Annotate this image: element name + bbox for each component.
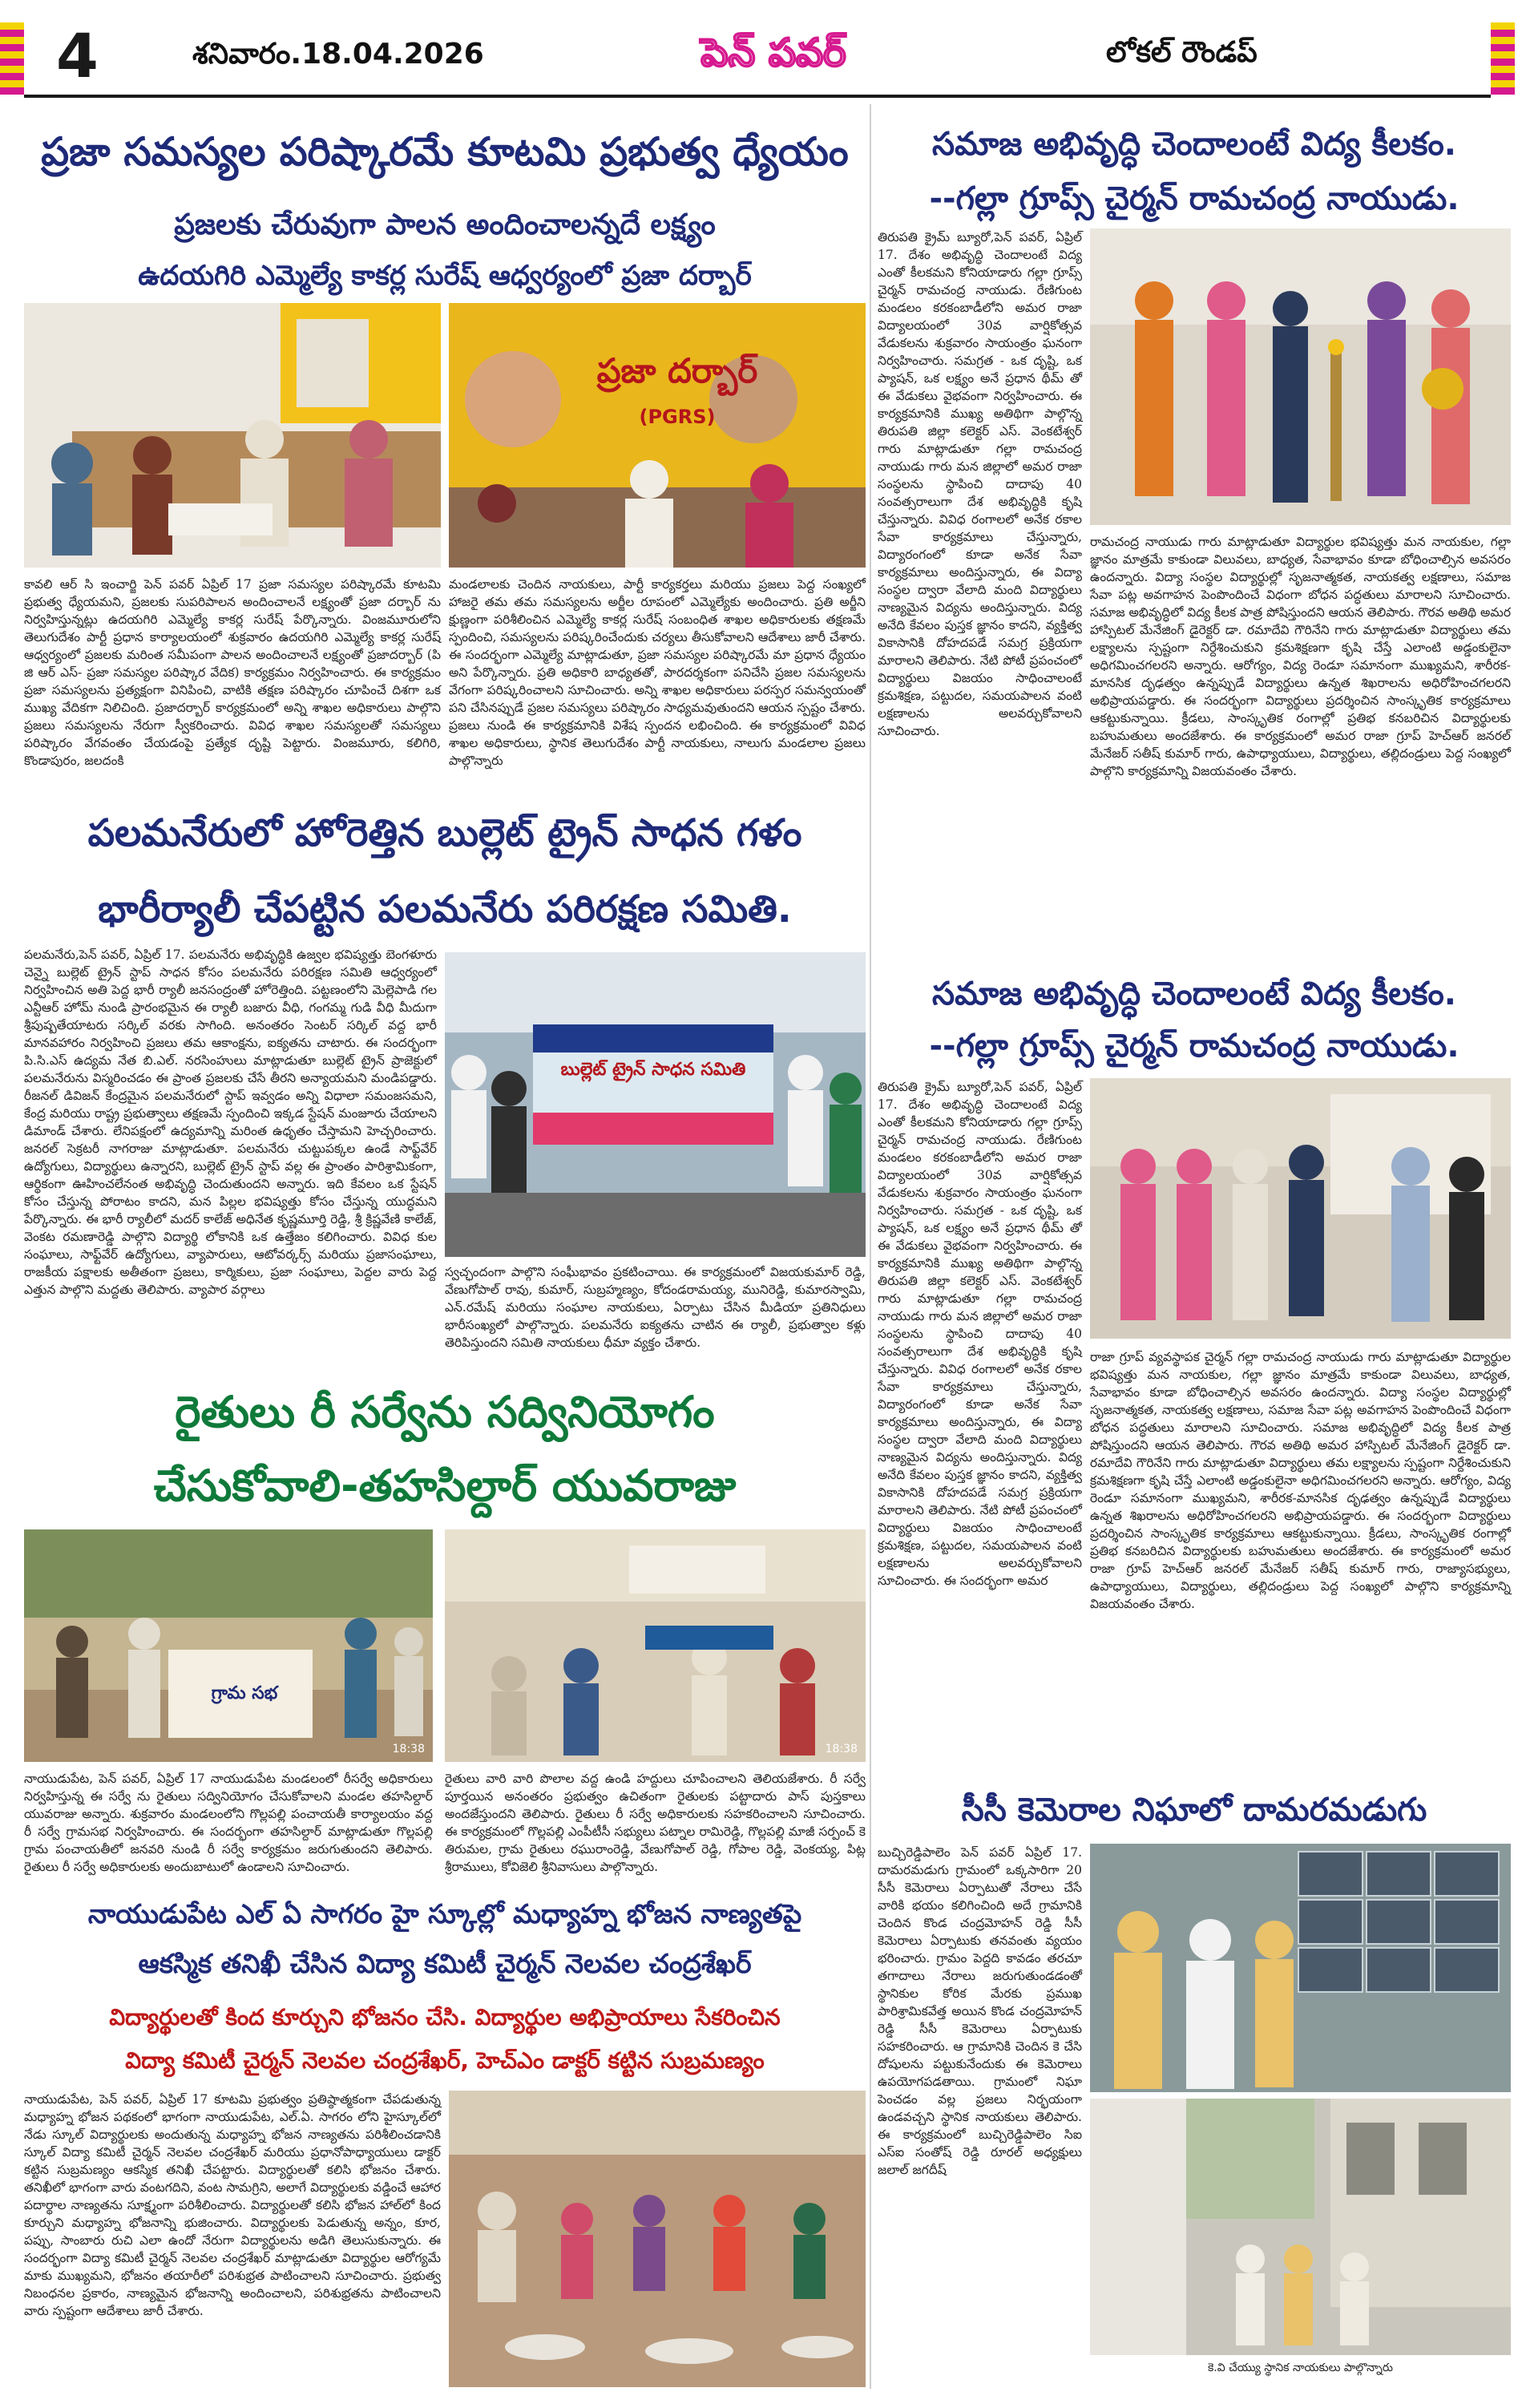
story1-body-left: కావలి ఆర్ సి ఇంచార్జి పెన్ పవర్ ఏప్రిల్ 17 ప్రజా సమస్యల పరిష్కారమే కూటమి ప్రభుత్వ ధ్యేయమని, ప్రజలకు సుపరిపాలన అందించాలనే లక్ష్యంతో ప్రజా దర్బార్ ను నిర్వహిస్తున్నట్లు ఉదయగిరి ఎమ్మెల్యే కాకర్ల సురేష్ పేర్కొన్నారు. వింజమూరులోని తెలుగుదేశం పార్టీ ప్రధాన కార్యాలయంలో శుక్రవారం ఉదయగిరి ఎమ్మెల్యే కాకర్ల సురేష్ ఆధ్వర్యంలో ప్రజలకు మరింత సమీపంగా పాలన అందించాలనే లక్ష్యంతో ప్రజాదర్బార్ (పి జి ఆర్ ఎస్- ప్రజా సమస్యల పరిష్కార వేదిక) కార్యక్రమం నిర్వహించారు. ఈ కార్యక్రమం ప్రజా సమస్యలను ప్రత్యక్షంగా వినిపించి, వాటికి తక్షణ పరిష్కారం చూపించే దిశగా ఒక ముఖ్య వేదికగా నిలిచింది. ప్రజాదర్బార్ కార్యక్రమంలో అన్ని శాఖల అధికారులు పాల్గొని ప్రజలు సమస్యలను నేరుగా స్వీకరించారు. వివిధ శాఖల సమస్యలతో సమస్యలు పరిష్కారం వేగవంతం చేయడంపై ప్రత్యేక దృష్టి పెట్టారు. వింజమూరు, కలిగిరి, కొండాపురం, జలదంకి — [24, 577, 441, 768]
section-title: లోకల్ రౌండప్ — [1106, 36, 1258, 69]
right2-body-side: తిరుపతి క్రైమ్ బ్యూరో,పెన్ పవర్, ఏప్రిల్ 17. దేశం అభివృద్ధి చెందాలంటే విద్య ఎంతో కీలకమని కోనియాడారు గల్లా గ్రూప్స్ చైర్మన్ రామచంద్ర నాయుడు. రేణిగుంట మండలం కరకంబాడీలోని అమర రాజా విద్యాలయంలో 30వ వార్షికోత్సవ వేడుకలను శుక్రవారం సాయంత్రం ఘనంగా నిర్వహించారు. సమగ్రత - ఒక దృష్టి, ఒక ప్యాషన్, ఒక లక్ష్యం అనే ప్రధాన థీమ్ తో ఈ వేడుకలు వైభవంగా నిర్వహించారు. ఈ కార్యక్రమానికి ముఖ్య అతిథిగా పాల్గొన్న తిరుపతి జిల్లా కలెక్టర్ ఎస్. వెంకటేశ్వర్ గారు మాట్లాడుతూ గల్లా రామచంద్ర నాయుడు గారు మన జిల్లాలో అమర రాజా సంస్థలను స్థాపించి దాదాపు 40 సంవత్సరాలుగా దేశ అభివృద్ధికి కృషి చేస్తున్నారు. వివిధ రంగాలలో అనేక రకాల సేవా కార్యక్రమాలు చేస్తున్నారు, విద్యారంగంలో కూడా అనేక సేవా కార్యక్రమాలు అందిస్తున్నారు, ఈ విద్యా సంస్థల ద్వారా వేలాది మంది విద్యార్థులు నాణ్యమైన విద్యను అందిస్తున్నారు. విద్య అనేది కేవలం పుస్తక జ్ఞానం కాదని, వ్యక్తిత్వ వికాసానికి దోహదపడే సమగ్ర ప్రక్రియగా మారాలని తెలిపారు. నేటి పోటీ ప్రపంచంలో విద్యార్థులు విజయం సాధించాలంటే క్రమశిక్షణ, పట్టుదల, సమయపాలన వంటి లక్షణాలను అలవర్చుకోవాలని సూచించారు. ఈ సందర్భంగా అమర — [878, 1080, 1082, 1588]
story2-banner-text: బుల్లెట్ ట్రైన్ సాధన సమితి — [560, 1060, 746, 1080]
right1-body-full: రామచంద్ర నాయుడు గారు మాట్లాడుతూ విద్యార్థుల భవిష్యత్తు మన నాయకుల, గల్లా జ్ఞానం మాత్రమే కాకుండా విలువలు, బాధ్యత, సేవాభావం కూడా బోధించాల్సిన అవసరం ఉందన్నారు. విద్యా సంస్థల విద్యార్థుల్లో సృజనాత్మకత, నాయకత్వ లక్షణాలు, సమాజ సేవా పట్ల అవగాహన పెంపొందించే విధంగా బోధన పద్ధతులు మారాలని సూచించారు. సమాజ అభివృద్ధిలో విద్య కీలక పాత్ర పోషిస్తుందని ఆయన తెలిపారు. గౌరవ అతిథి అమర హాస్పిటల్ మేనేజింగ్ డైరెక్టర్ డా. రమాదేవి గౌరినేని గారు మాట్లాడుతూ విద్యార్థులు తమ లక్ష్యాలను స్పష్టంగా నిర్దేశించుకుని క్రమశిక్షణగా కృషి చేస్తే ఎలాంటి అడ్డంకులైనా అధిగమించగలరని అన్నారు. ఆరోగ్యం, విద్య రెండూ సమానంగా ముఖ్యమని, శారీరక-మానసిక దృఢత్వం ఉన్నప్పుడే విద్యార్థులు ఉన్నత శిఖరాలను అధిరోహించగలరని అభిప్రాయపడ్డారు. ఈ సందర్భంగా విద్యార్థులు ప్రదర్శించిన సాంస్కృతిక కార్యక్రమాలు ఆకట్టుకున్నాయి. క్రీడలు, సాంస్కృతిక రంగాల్లో ప్రతిభ కనబరిచిన విద్యార్థులకు బహుమతులు అందజేశారు. ఈ కార్యక్రమంలో అమర రాజా గ్రూప్ హెచ్ఆర్ జనరల్ మేనేజర్ సతీష్ కుమార్ గారు, ఉపాధ్యాయులు, విద్యార్థులు, తల్లిదండ్రులు పెద్ద సంఖ్యలో పాల్గొని కార్యక్రమాన్ని విజయవంతం చేశారు. — [1090, 535, 1512, 778]
story4-headline: నాయుడుపేట ఎల్ ఏ సాగరం హై స్కూల్లో మధ్యాహ్న భోజన నాణ్యతపై — [87, 1898, 802, 1929]
story3-photo-1-timestamp: 18:38 — [392, 1743, 425, 1755]
left-color-stripe — [0, 22, 24, 95]
story3-banner-text: గ్రామ సభ — [211, 1683, 278, 1703]
right3-body: బుచ్చిరెడ్డిపాలెం పెన్ పవర్ ఏప్రిల్ 17. దామరమడుగు గ్రామంలో ఒక్కసారిగా 20 సీసీ కెమెరాలు ఏర్పాటుతో నేరాలు చేసే వారికి భయం కలిగించింది అదే గ్రామానికి చెందిన కొండ చంద్రమోహన్ రెడ్డి సీసీ కెమెరాలు ఏర్పాటుకు తనవంతు వ్యయం భరించారు. గ్రామం పెద్దది కావడం తరచూ తగాదాలు నేరాలు జరుగుతుండడంతో స్థానికుల కోరిక మేరకు ప్రముఖ పారిశ్రామికవేత్త అయిన కొండ చంద్రమోహన్ రెడ్డి సీసీ కెమెరాలు ఏర్పాటుకు సహకరించారు. ఆ గ్రామానికి చెందిన కె చేసి దోషులను పట్టుకునేందుకు ఈ కెమెరాలు ఉపయోగపడతాయి. గ్రామంలో నిఘా పెంచడం వల్ల ప్రజలు నిర్భయంగా ఉండవచ్చని స్థానిక నాయకులు తెలిపారు. ఈ కార్యక్రమంలో బుచ్చిరెడ్డిపాలెం సిఐ ఎస్ఐ సంతోష్ రెడ్డి రూరల్ అధ్యక్షులు జలాల్ జగదీష్ — [878, 1845, 1082, 2177]
story3-headline-2: చేసుకోవాలి-తహసిల్దార్ యువరాజు — [153, 1461, 737, 1511]
issue-date: శనివారం.18.04.2026 — [192, 38, 484, 71]
story4-body: నాయుడుపేట, పెన్ పవర్, ఏప్రిల్ 17 కూటమి ప్రభుత్వం ప్రతిష్ఠాత్మకంగా చేపడుతున్న మధ్యాహ్న భోజన పథకంలో భాగంగా నాయుడుపేట, ఎల్.ఏ. సాగరం లోని హైస్కూల్‌లో నేడు స్కూల్ విద్యార్థులకు అందుతున్న మధ్యాహ్న భోజన నాణ్యతను పరిశీలించడానికి స్కూల్ విద్యా కమిటీ చైర్మన్ నెలవల చంద్రశేఖర్ మరియు ప్రధానోపాధ్యాయులు డాక్టర్ కట్టిన సుబ్రమణ్యం ఆకస్మిక తనిఖీ చేపట్టారు. విద్యార్థులతో కలిసి భోజనం చేశారు. తనిఖీలో భాగంగా వారు వంటగదిని, వంట సామగ్రిని, అలాగే విద్యార్థులకు వడ్డించే ఆహార పదార్థాల నాణ్యతను సూక్ష్మంగా పరిశీలించారు. విద్యార్థులతో కలిసి భోజన హాల్‌లో కింద కూర్చుని మధ్యాహ్న భోజనాన్ని భుజించారు. విద్యార్థులకు పెడుతున్న అన్నం, కూర, పప్పు, సాంబారు రుచి ఎలా ఉందో నేరుగా విద్యార్థులను అడిగి తెలుసుకున్నారు. ఈ సందర్భంగా విద్యా కమిటీ చైర్మన్ నెలవల చంద్రశేఖర్ మాట్లాడుతూ విద్యార్థుల ఆరోగ్యమే మాకు ముఖ్యమని, భోజనం తయారీలో పరిశుభ్రత పాటించాలని సూచించారు. ప్రభుత్వ నిబంధనల ప్రకారం, నాణ్యమైన భోజనాన్ని అందించాలని, పరిశుభ్రతను పాటించాలని వారు స్పష్టంగా ఆదేశాలు జారీ చేశారు. — [24, 2092, 441, 2318]
story3-body-right: రైతులు వారి వారి పొలాల వద్ద ఉండి హద్దులు చూపించాలని తెలియజేశారు. రీ సర్వే పూర్తయిన అనంతరం ప్రభుత్వం ఉచితంగా రైతులకు పట్టాదారు పాస్ పుస్తకాలు అందజేస్తుందని తెలిపారు. రైతులు రీ సర్వే అధికారులకు సహకరించాలని సూచించారు. ఈ కార్యక్రమంలో గొల్లపల్లి ఎంపీటీసీ సభ్యులు పట్నాల రామిరెడ్డి, గొల్లపల్లి మాజీ సర్పంచ్ కె తిరుమల, గ్రామ రైతులు రఘురాంరెడ్డి, వేణుగోపాల్ రెడ్డి, గోపాల రెడ్డి, వెంకయ్య, పిట్ల శ్రీరాములు, కోవిజెలి శ్రీనివాసులు పాల్గొన్నారు. — [445, 1772, 866, 1874]
story4-subheadline: విద్యార్థులతో కింద కూర్చుని భోజనం చేసి. విద్యార్థుల అభిప్రాయాలు సేకరించిన — [109, 2004, 781, 2030]
story2-subheadline: భారీర్యాలీ చేపట్టిన పలమనేరు పరిరక్షణ సమితి. — [98, 887, 792, 931]
right3-photo-2 — [1090, 2099, 1511, 2355]
right3-photo-1 — [1090, 1844, 1511, 2092]
story3-photo-2 — [445, 1529, 866, 1762]
header-rule — [24, 95, 1491, 98]
story4-subheadline-2: విద్యా కమిటీ చైర్మన్ నెలవల చంద్రశేఖర్, హెచ్‌ఎం డాక్టర్ కట్టిన సుబ్రమణ్యం — [125, 2047, 765, 2074]
story2-photo — [445, 952, 866, 1257]
right1-subheadline: --గల్లా గ్రూప్స్ చైర్మన్ రామచంద్ర నాయుడు. — [929, 180, 1459, 217]
story2-body: పలమనేరు,పెన్ పవర్, ఏప్రిల్ 17. పలమనేరు అభివృద్ధికి ఉజ్వల భవిష్యత్తు బెంగళూరు చెన్నై బుల్లెట్ ట్రైన్ స్టాప్ సాధన కోసం పలమనేరు పరిరక్షణ సమితి ఆధ్వర్యంలో నిర్వహించిన అతి పెద్ద భారీ ర్యాలీ జనసంద్రంతో హోరెత్తింది. పట్టణంలోని మెల్లెపాడి గల ఎన్టీఆర్ హోమ్ నుండి ప్రారంభమైన ఈ ర్యాలీ బజారు వీధి, గంగమ్మ గుడి వీధి మీదుగా శ్రీపుష్పతేయాటరు సర్కిల్ వరకు సాగింది. అనంతరం సెంటర్ సర్కిల్ వద్ద భారీ మానవహారం నిర్వహించి ప్రజలు తమ ఆకాంక్షను, ఐక్యతను చాటారు. ఈ సందర్భంగా పి.సి.ఎస్ ఉద్యమ నేత బి.ఎల్. నరసింహులు మాట్లాడుతూ బుల్లెట్ ట్రైన్ ప్రాజెక్టులో పలమనేరును విస్మరించడం ఈ ప్రాంత ప్రజలకు చేసే తీరని అన్యాయమని మండిపడ్డారు. రీజనల్ డివిజన్ కేంద్రమైన పలమనేరులో స్టాప్ ఇవ్వడం అన్ని విధాలా సమంజసమని, కేంద్ర మరియు రాష్ట్ర ప్రభుత్వాలు తక్షణమే స్పందించి ఇక్కడ స్టేషన్ మంజూరు చేయాలని డిమాండ్ చేశారు. లేనిపక్షంలో ఉద్యమాన్ని మరింత ఉధృతం చేస్తామని హెచ్చరించారు. జనరల్ సెక్రటరీ నాగరాజు మాట్లాడుతూ. పలమనేరు చుట్టుపక్కల ఉండే సాఫ్ట్‌వేర్ ఉద్యోగులు, విద్యార్థులు ఉన్నారని, బుల్లెట్ ట్రైన్ స్టాప్ వల్ల ఈ ప్రాంతం పారిశ్రామికంగా, ఆర్థికంగా ఊహించలేనంత అభివృద్ధి చెందుతుందని అన్నారు. ఇది కేవలం ఒక స్టేషన్ కోసం చేస్తున్న పోరాటం కాదని, మన పిల్లల భవిష్యత్తు కోసం చేస్తున్న యుద్ధమని పేర్కొన్నారు. ఈ భారీ ర్యాలీలో మదర్ కాలేజ్ అధినేత కృష్ణమూర్తి రెడ్డి, శ్రీ క్రిష్ణవేణి కాలేజ్, వెంకట రమణారెడ్డి పాల్గొని విద్యార్థి లోకానికి ఒక ఉత్తేజం కలిగించారు. వివిధ కుల సంఘాలు, సాఫ్ట్‌వేర్ ఉద్యోగులు, వ్యాపారులు, ఆటోవర్కర్స్ మరియు ప్రజాసంఘాలు, రాజకీయ పక్షాలకు అతీతంగా ప్రజలు, కార్మికులు, ప్రజా సంఘాలు, పెద్దల వారు పెద్ద ఎత్తున పాల్గొని మద్దతు తెలిపారు. వ్యాపార వర్గాలు — [24, 947, 437, 1297]
right-color-stripe — [1491, 22, 1515, 95]
story1-photo-1 — [24, 303, 441, 568]
story3-body-left: నాయుడుపేట, పెన్ పవర్, ఏప్రిల్ 17 నాయుడుపేట మండలంలో రీసర్వే అధికారులు నిర్వహిస్తున్న ఈ సర్వే ను రైతులు సద్వినియోగం చేసుకోవాలని మండల తహసిల్దార్ యువరాజు అన్నారు. శుక్రవారం మండలంలోని గొల్లపల్లి పంచాయతీ కార్యాలయం వద్ద రీ సర్వే గ్రామసభ నిర్వహించారు. ఈ సందర్భంగా తహసిల్దార్ మాట్లాడుతూ గొల్లపల్లి గ్రామ పంచాయతీలో జనవరి నుండి రీ సర్వే కార్యక్రమం జరుగుతుందని తెలిపారు. రైతులు రీ సర్వే అధికారులకు అందుబాటులో ఉండాలని సూచించారు. — [24, 1772, 433, 1874]
story1-banner-text: ప్రజా దర్బార్ — [596, 351, 758, 390]
right2-subheadline: --గల్లా గ్రూప్స్ చైర్మన్ రామచంద్ర నాయుడు. — [929, 1028, 1459, 1065]
story1-body-right: మండలాలకు చెందిన నాయకులు, పార్టీ కార్యకర్తలు మరియు ప్రజలు పెద్ద సంఖ్యలో హాజరై తమ తమ సమస్యలను అర్జీల రూపంలో ఎమ్మెల్యేకు అందించారు. ప్రతి అర్జీని క్షుణ్ణంగా పరిశీలించిన ఎమ్మెల్యే కాకర్ల సురేష్ సంబంధిత శాఖల అధికారులకు తక్షణమే స్పందించి, సమస్యలను పరిష్కరించేందుకు చర్యలు తీసుకోవాలని ఆదేశాలు జారీ చేశారు. ఈ సందర్భంగా ఎమ్మెల్యే మాట్లాడుతూ, ప్రజా సమస్యల పరిష్కారమే మా ప్రధాన ధ్యేయం అని పేర్కొన్నారు. ప్రతి అధికారి బాధ్యతతో, పారదర్శకంగా పనిచేసి ప్రజల సమస్యలను వేగంగా పరిష్కరించాలని సూచించారు. అన్ని శాఖల అధికారులు పరస్పర సమన్వయంతో పని చేసినప్పుడే ప్రజల సమస్యలు పరిష్కారం సాధ్యమవుతుందని ఆయన స్పష్టం చేశారు. ప్రజలు నుండి ఈ కార్యక్రమానికి విశేష స్పందన లభించింది. ఈ కార్యక్రమంలో వివిధ శాఖల అధికారులు, స్థానిక తెలుగుదేశం పార్టీ నాయకులు, నాలుగు మండలాల ప్రజలు పాల్గొన్నారు — [449, 577, 866, 768]
story2-body-tail: స్వచ్ఛందంగా పాల్గొని సంఘీభావం ప్రకటించాయి. ఈ కార్యక్రమంలో విజయకుమార్ రెడ్డి, వేణుగోపాల్ రావు, కుమార్, సుబ్రహ్మణ్యం, కోదండరామయ్య, మునిరెడ్డి, కుమారస్వామి, ఎన్.రమేష్ మరియు సంఘాల నాయకులు, ఏర్పాటు చేసిన మీడియా ప్రతినిధులు భారీసంఖ్యలో పాల్గొన్నారు. పలమనేరు ఐక్యతను చాటిన ఈ ర్యాలీ, ప్రభుత్వాల కళ్లు తెరిపిస్తుందని సమితి నాయకులు ధీమా వ్యక్తం చేశారు. — [445, 1265, 866, 1350]
right3-headline: సీసీ కెమెరాల నిఘాలో దామరమడుగు — [961, 1792, 1427, 1828]
story1-banner-pgrs: (PGRS) — [639, 406, 716, 428]
story4-photo — [449, 2091, 866, 2387]
right1-photo — [1090, 228, 1511, 525]
story1-headline: ప్రజా సమస్యల పరిష్కారమే కూటమి ప్రభుత్వ ధ్యేయం — [41, 129, 849, 175]
story3-headline: రైతులు రీ సర్వేను సద్వినియోగం — [175, 1387, 715, 1437]
story1-subheadline-2: ఉదయగిరి ఎమ్మెల్యే కాకర్ల సురేష్ ఆధ్వర్యంలో ప్రజా దర్బార్ — [138, 260, 752, 292]
story1-photo-2 — [449, 303, 866, 568]
right1-headline: సమాజ అభివృద్ధి చెందాలంటే విద్య కీలకం. — [931, 126, 1457, 163]
right2-photo — [1090, 1078, 1511, 1339]
story1-subheadline-1: ప్రజలకు చేరువుగా పాలన అందించాలన్నదే లక్ష్యం — [174, 208, 716, 241]
page-number: 4 — [56, 20, 99, 91]
right3-photo-caption: కె.వి చేయ్యు స్థానిక నాయకులు పాల్గొన్నారు — [1208, 2362, 1393, 2374]
masthead-brand: పెన్ పవర్ — [700, 30, 846, 75]
right1-body-side: తిరుపతి క్రైమ్ బ్యూరో,పెన్ పవర్, ఏప్రిల్ 17. దేశం అభివృద్ధి చెందాలంటే విద్య ఎంతో కీలకమని కోనియాడారు గల్లా గ్రూప్స్ చైర్మన్ రామచంద్ర నాయుడు. రేణిగుంట మండలం కరకంబాడీలోని అమర రాజా విద్యాలయంలో 30వ వార్షికోత్సవ వేడుకలను శుక్రవారం సాయంత్రం ఘనంగా నిర్వహించారు. సమగ్రత - ఒక దృష్టి, ఒక ప్యాషన్, ఒక లక్ష్యం అనే ప్రధాన థీమ్ తో ఈ వేడుకలు వైభవంగా నిర్వహించారు. ఈ కార్యక్రమానికి ముఖ్య అతిథిగా పాల్గొన్న తిరుపతి జిల్లా కలెక్టర్ ఎస్. వెంకటేశ్వర్ గారు మాట్లాడుతూ గల్లా రామచంద్ర నాయుడు గారు మన జిల్లాలో అమర రాజా సంస్థలను స్థాపించి దాదాపు 40 సంవత్సరాలుగా దేశ అభివృద్ధికి కృషి చేస్తున్నారు. వివిధ రంగాలలో అనేక రకాల సేవా కార్యక్రమాలు చేస్తున్నారు, విద్యారంగంలో కూడా అనేక సేవా కార్యక్రమాలు అందిస్తున్నారు, ఈ విద్యా సంస్థల ద్వారా వేలాది మంది విద్యార్థులు నాణ్యమైన విద్యను అందిస్తున్నారు. విద్య అనేది కేవలం పుస్తక జ్ఞానం కాదని, వ్యక్తిత్వ వికాసానికి దోహదపడే సమగ్ర ప్రక్రియగా మారాలని తెలిపారు. నేటి పోటీ ప్రపంచంలో విద్యార్థులు విజయం సాధించాలంటే క్రమశిక్షణ, పట్టుదల, సమయపాలన వంటి లక్షణాలను అలవర్చుకోవాలని సూచించారు. — [878, 230, 1082, 738]
story4-headline-2: ఆకస్మిక తనిఖీ చేసిన విద్యా కమిటీ చైర్మన్ నెలవల చంద్రశేఖర్ — [138, 1948, 752, 1979]
right2-headline: సమాజ అభివృద్ధి చెందాలంటే విద్య కీలకం. — [931, 976, 1457, 1012]
column-divider — [870, 104, 871, 2389]
story3-photo-2-timestamp: 18:38 — [825, 1743, 858, 1755]
story2-headline: పలమనేరులో హోరెత్తిన బుల్లెట్ ట్రైన్ సాధన గళం — [87, 811, 802, 855]
right2-body-full: రాజా గ్రూప్ వ్యవస్థాపక చైర్మన్ గల్లా రామచంద్ర నాయుడు గారు మాట్లాడుతూ విద్యార్థుల భవిష్యత్తు మన నాయకుల, గల్లా జ్ఞానం మాత్రమే కాకుండా విలువలు, బాధ్యత, సేవాభావం కూడా బోధించాల్సిన అవసరం ఉందన్నారు. విద్యా సంస్థల విద్యార్థుల్లో సృజనాత్మకత, నాయకత్వ లక్షణాలు, సమాజ సేవా పట్ల అవగాహన పెంపొందించే విధంగా బోధన పద్ధతులు మారాలని సూచించారు. సమాజ అభివృద్ధిలో విద్య కీలక పాత్ర పోషిస్తుందని ఆయన తెలిపారు. గౌరవ అతిథి అమర హాస్పిటల్ మేనేజింగ్ డైరెక్టర్ డా. రమాదేవి గౌరినేని గారు మాట్లాడుతూ విద్యార్థులు తమ లక్ష్యాలను స్పష్టంగా నిర్దేశించుకుని క్రమశిక్షణగా కృషి చేస్తే ఎలాంటి అడ్డంకులైనా అధిగమించగలరని అన్నారు. ఆరోగ్యం, విద్య రెండూ సమానంగా ముఖ్యమని, శారీరక-మానసిక దృఢత్వం ఉన్నప్పుడే విద్యార్థులు ఉన్నత శిఖరాలను అధిరోహించగలరని అభిప్రాయపడ్డారు. ఈ సందర్భంగా విద్యార్థులు ప్రదర్శించిన సాంస్కృతిక కార్యక్రమాలు ఆకట్టుకున్నాయి. క్రీడలు, సాంస్కృతిక రంగాల్లో ప్రతిభ కనబరిచిన విద్యార్థులకు బహుమతులు అందజేశారు. ఈ కార్యక్రమంలో అమర రాజా గ్రూప్ హెచ్ఆర్ జనరల్ మేనేజర్ సతీష్ కుమార్ గారు, రాజ్యాసభ్యులు, ఉపాధ్యాయులు, విద్యార్థులు, తల్లిదండ్రులు పెద్ద సంఖ్యలో పాల్గొని కార్యక్రమాన్ని విజయవంతం చేశారు. — [1090, 1350, 1511, 1611]
story3-photo-1 — [24, 1529, 433, 1762]
